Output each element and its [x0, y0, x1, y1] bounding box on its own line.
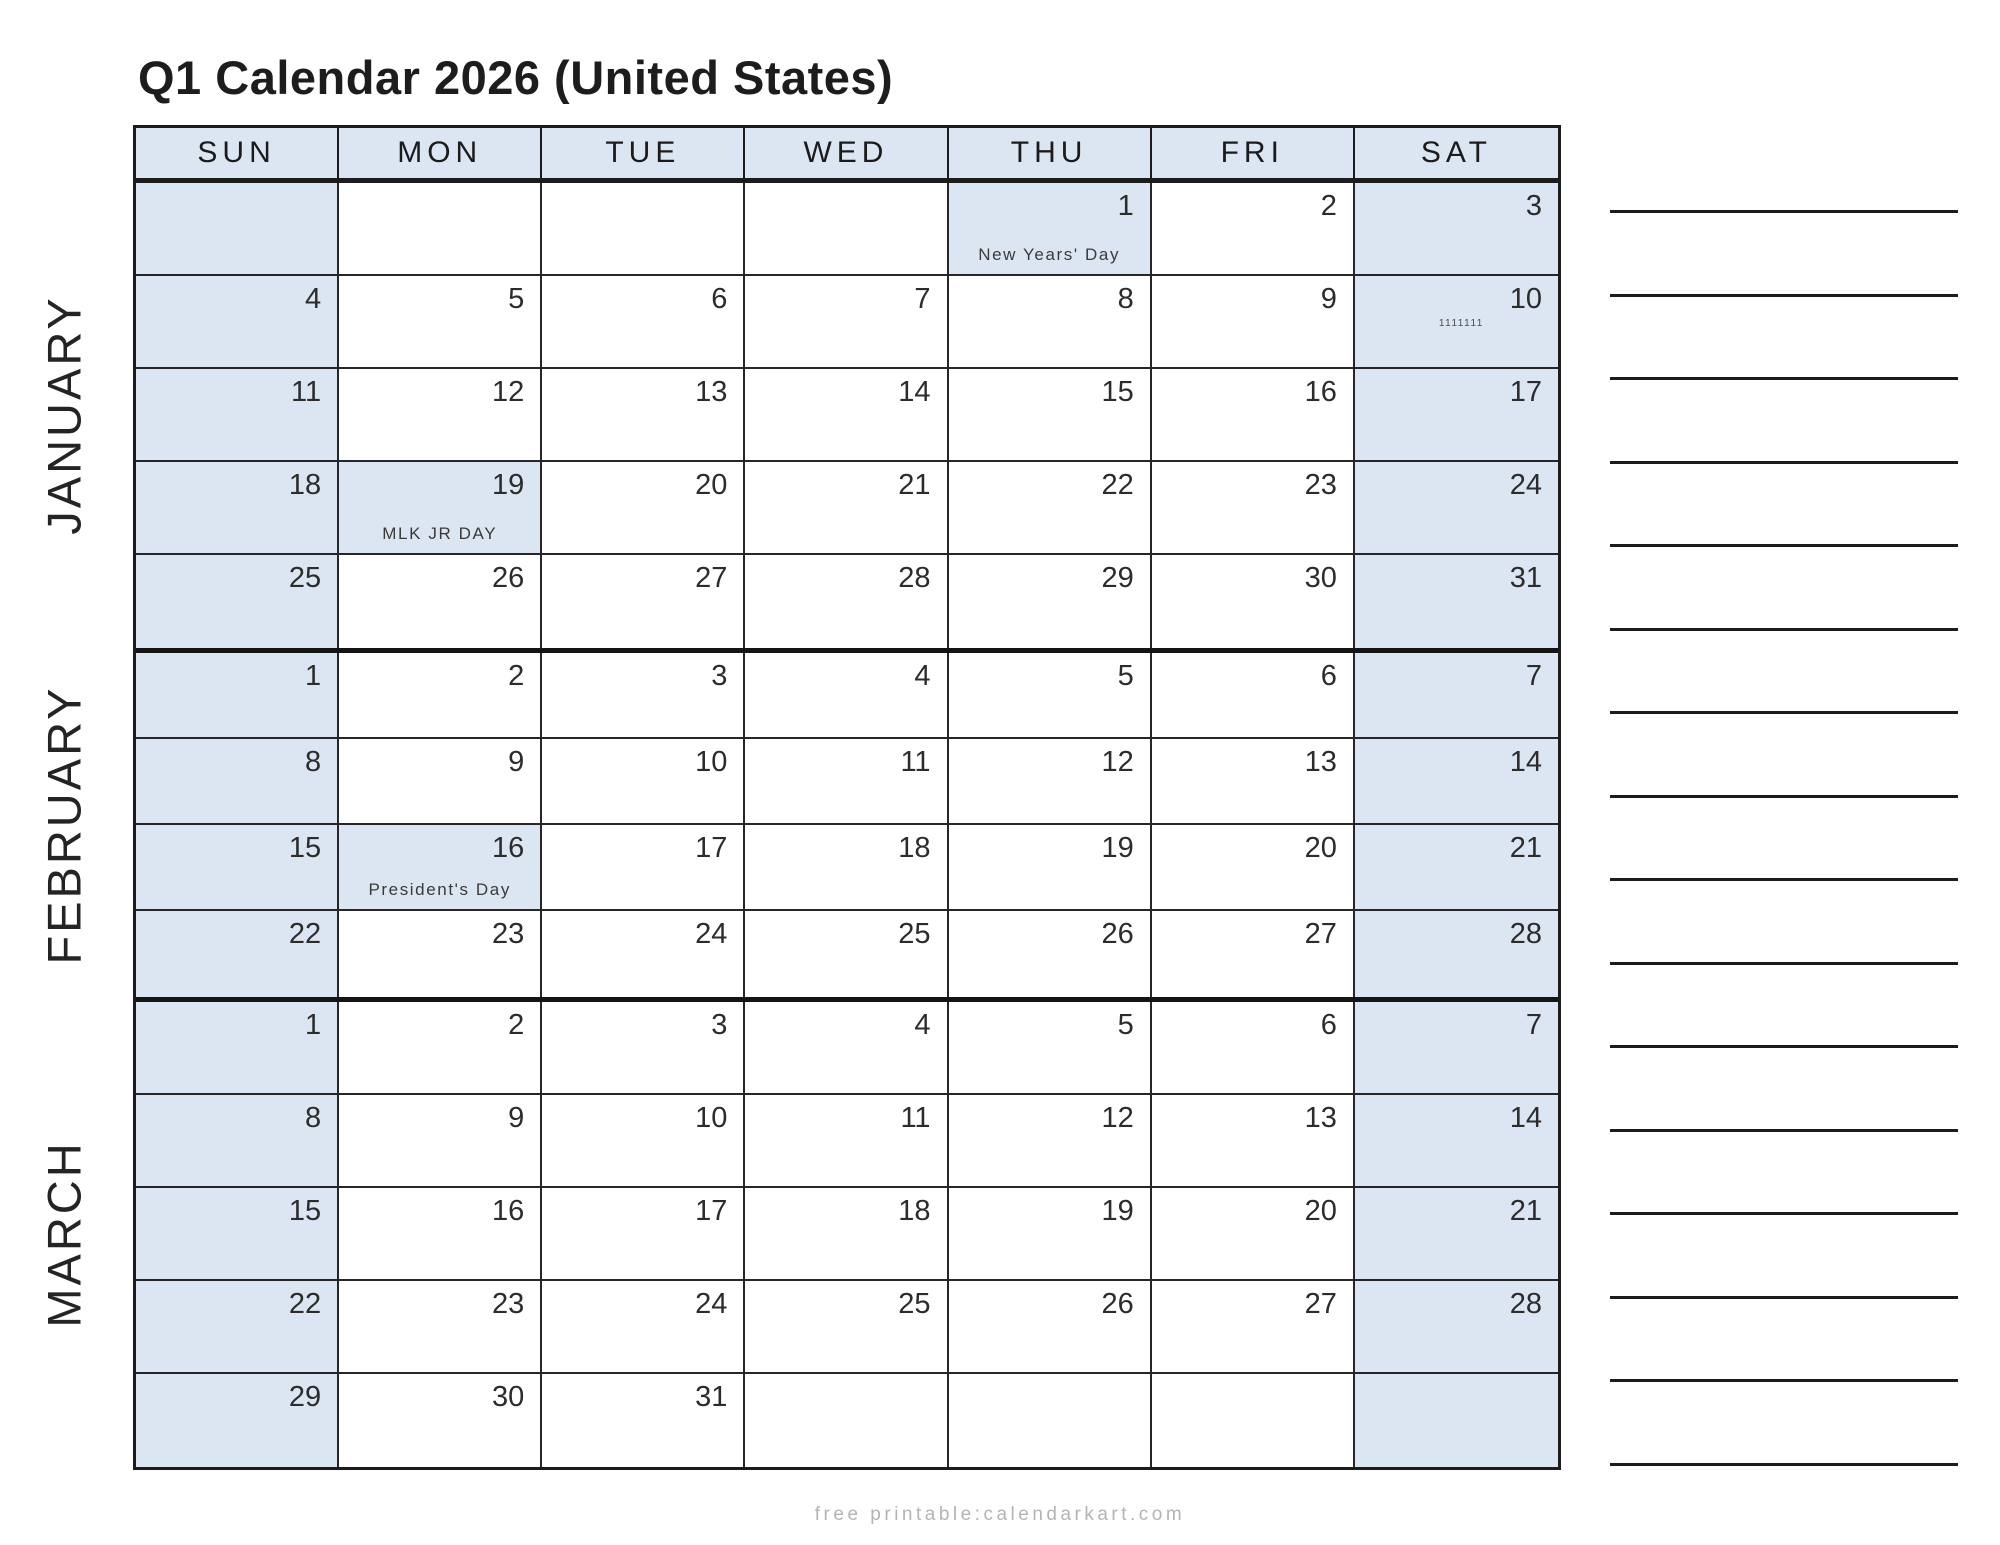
day-number: 28 — [1509, 1288, 1542, 1320]
day-number: 27 — [1304, 1288, 1337, 1320]
empty-cell — [339, 183, 542, 276]
month-label-february: FEBRUARY — [37, 685, 91, 965]
day-number: 5 — [1117, 1009, 1134, 1041]
day-cell-march-19 — [949, 1188, 1152, 1281]
day-cell-january-3 — [1355, 183, 1558, 276]
day-number: 22 — [288, 1288, 322, 1320]
cell-note-marks: 1111111 — [1438, 318, 1484, 329]
day-number: 28 — [898, 562, 931, 594]
note-line — [1610, 1379, 1958, 1382]
day-cell-february-13 — [1152, 739, 1355, 825]
day-cell-january-13 — [542, 369, 745, 462]
calendar-grid — [133, 125, 1561, 1470]
day-cell-january-11 — [136, 369, 339, 462]
day-number: 2 — [1320, 190, 1337, 222]
day-cell-february-7 — [1355, 653, 1558, 739]
day-number: 5 — [508, 283, 525, 315]
day-cell-january-4 — [136, 276, 339, 369]
day-cell-february-9 — [339, 739, 542, 825]
footer-credit: free printable:calendarkart.com — [814, 1504, 1186, 1525]
day-number: 17 — [695, 1195, 728, 1227]
day-number: 24 — [1509, 469, 1542, 501]
day-number: 30 — [492, 1381, 525, 1413]
day-number: 6 — [1320, 660, 1337, 692]
day-cell-february-17 — [542, 825, 745, 911]
month-label-march: MARCH — [37, 1140, 91, 1328]
empty-cell — [1355, 1374, 1558, 1467]
day-number: 1 — [305, 1009, 322, 1041]
day-number: 22 — [288, 918, 322, 950]
note-line — [1610, 1129, 1958, 1132]
day-cell-january-1 — [949, 183, 1152, 276]
day-number: 3 — [711, 1009, 728, 1041]
day-number: 4 — [914, 660, 931, 692]
note-line — [1610, 962, 1958, 965]
day-cell-march-6 — [1152, 1002, 1355, 1095]
day-cell-january-23 — [1152, 462, 1355, 555]
day-number: 13 — [1304, 746, 1337, 778]
day-number: 14 — [898, 376, 931, 408]
day-cell-march-29 — [136, 1374, 339, 1467]
day-cell-march-28 — [1355, 1281, 1558, 1374]
day-cell-march-5 — [949, 1002, 1152, 1095]
day-cell-march-7 — [1355, 1002, 1558, 1095]
month-section-january — [136, 183, 1558, 648]
day-cell-march-2 — [339, 1002, 542, 1095]
day-cell-march-15 — [136, 1188, 339, 1281]
day-cell-january-28 — [745, 555, 948, 648]
day-number: 8 — [305, 1102, 322, 1134]
day-cell-march-20 — [1152, 1188, 1355, 1281]
day-cell-march-1 — [136, 1002, 339, 1095]
day-number: 8 — [1117, 283, 1134, 315]
day-number: 23 — [1304, 469, 1337, 501]
day-number: 2 — [508, 1009, 525, 1041]
day-cell-february-14 — [1355, 739, 1558, 825]
day-number: 2 — [508, 660, 525, 692]
day-cell-march-10 — [542, 1095, 745, 1188]
day-number: 21 — [898, 469, 931, 501]
day-number: 27 — [1304, 918, 1337, 950]
day-number: 25 — [288, 562, 322, 594]
day-number: 15 — [1101, 376, 1134, 408]
note-line — [1610, 711, 1958, 714]
day-cell-january-27 — [542, 555, 745, 648]
day-cell-march-22 — [136, 1281, 339, 1374]
day-cell-february-19 — [949, 825, 1152, 911]
day-cell-february-12 — [949, 739, 1152, 825]
day-cell-february-8 — [136, 739, 339, 825]
day-cell-january-17 — [1355, 369, 1558, 462]
day-cell-january-9 — [1152, 276, 1355, 369]
day-number: 18 — [288, 469, 322, 501]
page-title: Q1 Calendar 2026 (United States) — [138, 51, 894, 104]
day-number: 31 — [695, 1381, 728, 1413]
day-number: 17 — [695, 832, 728, 864]
note-line — [1610, 1045, 1958, 1048]
weekday-header-tue: TUE — [542, 128, 745, 178]
note-line — [1610, 1463, 1958, 1466]
day-cell-january-30 — [1152, 555, 1355, 648]
day-number: 3 — [1525, 190, 1542, 222]
weekday-header-thu: THU — [949, 128, 1152, 178]
day-cell-january-25 — [136, 555, 339, 648]
day-cell-january-22 — [949, 462, 1152, 555]
day-number: 28 — [1509, 918, 1542, 950]
weekday-header-row — [136, 128, 1558, 183]
day-number: 20 — [1304, 1195, 1337, 1227]
weekday-header-sun: SUN — [136, 128, 339, 178]
day-cell-march-13 — [1152, 1095, 1355, 1188]
day-number: 21 — [1509, 1195, 1542, 1227]
day-cell-march-8 — [136, 1095, 339, 1188]
day-cell-january-21 — [745, 462, 948, 555]
day-number: 24 — [695, 1288, 728, 1320]
day-cell-february-5 — [949, 653, 1152, 739]
day-number: 30 — [1304, 562, 1337, 594]
weekday-header-fri: FRI — [1152, 128, 1355, 178]
note-line — [1610, 795, 1958, 798]
note-line — [1610, 1212, 1958, 1215]
day-number: 20 — [695, 469, 728, 501]
day-cell-february-22 — [136, 911, 339, 997]
day-number: 18 — [898, 1195, 931, 1227]
day-number: 25 — [898, 1288, 931, 1320]
day-number: 15 — [288, 1195, 322, 1227]
note-line — [1610, 377, 1958, 380]
day-number: 19 — [1101, 832, 1134, 864]
day-number: 10 — [695, 746, 728, 778]
day-cell-february-23 — [339, 911, 542, 997]
day-cell-march-26 — [949, 1281, 1152, 1374]
note-line — [1610, 294, 1958, 297]
day-number: 14 — [1509, 1102, 1542, 1134]
day-number: 23 — [492, 1288, 525, 1320]
day-number: 17 — [1509, 376, 1542, 408]
day-number: 27 — [695, 562, 728, 594]
day-cell-january-6 — [542, 276, 745, 369]
day-number: 26 — [1101, 1288, 1134, 1320]
empty-cell — [745, 183, 948, 276]
day-number: 12 — [1101, 746, 1134, 778]
day-cell-march-31 — [542, 1374, 745, 1467]
day-cell-february-18 — [745, 825, 948, 911]
day-cell-february-28 — [1355, 911, 1558, 997]
day-cell-march-11 — [745, 1095, 948, 1188]
month-section-february — [136, 648, 1558, 997]
day-number: 9 — [508, 746, 525, 778]
month-section-march — [136, 997, 1558, 1467]
day-number: 29 — [1101, 562, 1134, 594]
day-cell-march-16 — [339, 1188, 542, 1281]
day-number: 7 — [914, 283, 931, 315]
day-cell-february-11 — [745, 739, 948, 825]
day-number: 13 — [1304, 1102, 1337, 1134]
day-cell-february-1 — [136, 653, 339, 739]
day-cell-february-26 — [949, 911, 1152, 997]
day-cell-march-27 — [1152, 1281, 1355, 1374]
day-cell-january-14 — [745, 369, 948, 462]
day-cell-february-20 — [1152, 825, 1355, 911]
day-cell-march-9 — [339, 1095, 542, 1188]
day-number: 12 — [492, 376, 525, 408]
day-cell-february-16 — [339, 825, 542, 911]
day-cell-march-12 — [949, 1095, 1152, 1188]
day-number: 24 — [695, 918, 728, 950]
note-line — [1610, 544, 1958, 547]
day-number: 13 — [695, 376, 728, 408]
day-cell-january-7 — [745, 276, 948, 369]
day-cell-march-23 — [339, 1281, 542, 1374]
day-cell-january-29 — [949, 555, 1152, 648]
day-number: 29 — [288, 1381, 322, 1413]
note-line — [1610, 1296, 1958, 1299]
day-cell-march-25 — [745, 1281, 948, 1374]
day-cell-february-2 — [339, 653, 542, 739]
empty-cell — [136, 183, 339, 276]
day-cell-february-27 — [1152, 911, 1355, 997]
day-cell-january-10 — [1355, 276, 1558, 369]
day-number: 26 — [492, 562, 525, 594]
day-number: 11 — [291, 376, 322, 408]
day-number: 6 — [1320, 1009, 1337, 1041]
day-number: 12 — [1101, 1102, 1134, 1134]
day-cell-february-15 — [136, 825, 339, 911]
day-number: 1 — [305, 660, 322, 692]
day-cell-march-17 — [542, 1188, 745, 1281]
day-cell-january-5 — [339, 276, 542, 369]
day-cell-january-8 — [949, 276, 1152, 369]
day-cell-february-6 — [1152, 653, 1355, 739]
day-number: 11 — [900, 746, 931, 778]
day-cell-february-3 — [542, 653, 745, 739]
day-cell-march-18 — [745, 1188, 948, 1281]
day-number: 19 — [492, 469, 525, 501]
day-number: 1 — [1117, 190, 1134, 222]
holiday-label: New Years' Day — [978, 245, 1121, 264]
day-number: 16 — [492, 1195, 525, 1227]
day-number: 6 — [711, 283, 728, 315]
day-number: 11 — [900, 1102, 931, 1134]
weekday-header-mon: MON — [339, 128, 542, 178]
note-line — [1610, 461, 1958, 464]
note-line — [1610, 210, 1958, 213]
day-number: 14 — [1509, 746, 1542, 778]
note-line — [1610, 628, 1958, 631]
day-cell-march-24 — [542, 1281, 745, 1374]
day-cell-january-26 — [339, 555, 542, 648]
day-number: 23 — [492, 918, 525, 950]
month-label-january: JANUARY — [37, 295, 91, 535]
day-cell-january-24 — [1355, 462, 1558, 555]
weekday-header-sat: SAT — [1420, 136, 1492, 169]
day-number: 25 — [898, 918, 931, 950]
day-number: 3 — [711, 660, 728, 692]
day-cell-march-4 — [745, 1002, 948, 1095]
day-cell-january-15 — [949, 369, 1152, 462]
day-cell-february-21 — [1355, 825, 1558, 911]
day-number: 5 — [1117, 660, 1134, 692]
day-cell-march-14 — [1355, 1095, 1558, 1188]
day-cell-january-16 — [1152, 369, 1355, 462]
note-line — [1610, 878, 1958, 881]
day-number: 16 — [492, 832, 525, 864]
day-cell-march-3 — [542, 1002, 745, 1095]
day-number: 10 — [1509, 283, 1542, 315]
day-number: 31 — [1509, 562, 1542, 594]
day-number: 7 — [1525, 660, 1542, 692]
day-cell-february-25 — [745, 911, 948, 997]
day-number: 9 — [508, 1102, 525, 1134]
day-number: 19 — [1101, 1195, 1134, 1227]
empty-cell — [542, 183, 745, 276]
weekday-header-wed: WED — [745, 128, 948, 178]
day-cell-january-19 — [339, 462, 542, 555]
empty-cell — [949, 1374, 1152, 1467]
day-cell-february-10 — [542, 739, 745, 825]
day-number: 4 — [914, 1009, 931, 1041]
day-number: 7 — [1525, 1009, 1542, 1041]
day-number: 26 — [1101, 918, 1134, 950]
day-number: 20 — [1304, 832, 1337, 864]
day-number: 15 — [288, 832, 322, 864]
holiday-label: MLK JR DAY — [382, 524, 498, 543]
day-cell-january-12 — [339, 369, 542, 462]
day-number: 8 — [305, 746, 322, 778]
day-cell-january-2 — [1152, 183, 1355, 276]
empty-cell — [1152, 1374, 1355, 1467]
day-number: 9 — [1320, 283, 1337, 315]
day-number: 18 — [898, 832, 931, 864]
day-cell-february-4 — [745, 653, 948, 739]
day-cell-march-30 — [339, 1374, 542, 1467]
day-number: 4 — [305, 283, 322, 315]
day-number: 22 — [1101, 469, 1134, 501]
day-number: 16 — [1304, 376, 1337, 408]
day-number: 10 — [695, 1102, 728, 1134]
day-cell-january-20 — [542, 462, 745, 555]
day-cell-february-24 — [542, 911, 745, 997]
day-cell-march-21 — [1355, 1188, 1558, 1281]
day-cell-january-18 — [136, 462, 339, 555]
day-number: 21 — [1509, 832, 1542, 864]
holiday-label: President's Day — [368, 880, 511, 899]
empty-cell — [745, 1374, 948, 1467]
day-cell-january-31 — [1355, 555, 1558, 648]
